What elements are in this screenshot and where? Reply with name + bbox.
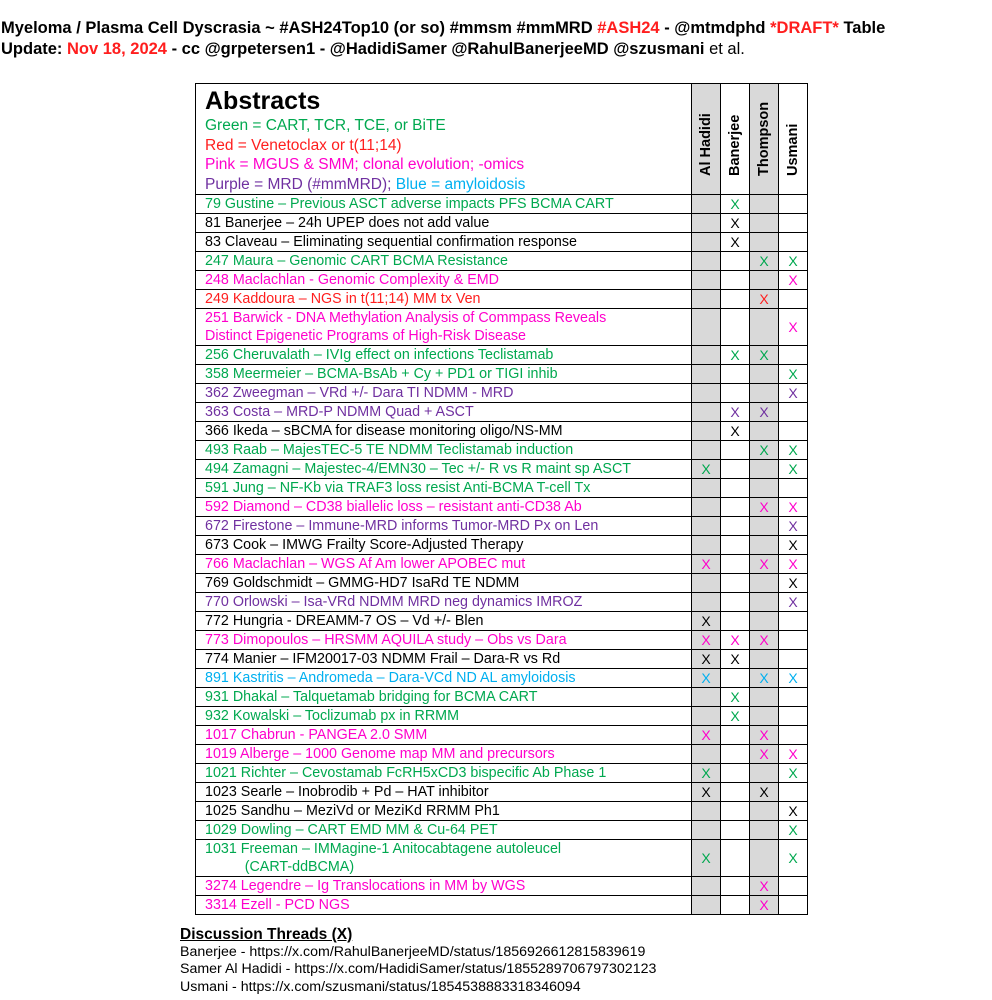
mark-cell — [750, 688, 779, 707]
mark-cell: X — [779, 840, 808, 877]
abstract-cell — [196, 821, 692, 840]
abstract-text: 1017 Chabrun - PANGEA 2.0 SMM — [205, 727, 428, 743]
mark-cell: X — [750, 669, 779, 688]
abstract-cell — [196, 574, 692, 593]
abstract-text: 673 Cook – IMWG Frailty Score-Adjusted Therapy — [205, 537, 524, 553]
abstract-text-continued: Distinct Epigenetic Programs of High-Risk Disease — [205, 328, 527, 344]
table-row — [196, 536, 808, 555]
abstract-cell — [196, 688, 692, 707]
mark-cell: X — [750, 896, 779, 915]
table-row — [196, 896, 808, 915]
mark-cell — [721, 612, 750, 631]
mark-cell — [779, 688, 808, 707]
abstract-cell — [196, 802, 692, 821]
table-row — [196, 802, 808, 821]
mark-cell — [692, 384, 721, 403]
mark-cell — [779, 195, 808, 214]
mark-cell — [750, 707, 779, 726]
mark-cell — [692, 422, 721, 441]
abstract-cell — [196, 365, 692, 384]
abstract-text: 770 Orlowski – Isa-VRd NDMM MRD neg dynamics IMROZ — [205, 594, 583, 610]
mark-cell — [750, 233, 779, 252]
mark-cell — [779, 233, 808, 252]
mark-cell: X — [779, 574, 808, 593]
table-row — [196, 669, 808, 688]
mark-cell: X — [721, 707, 750, 726]
mark-cell: X — [692, 460, 721, 479]
mark-cell — [721, 574, 750, 593]
abstract-text: 83 Claveau – Eliminating sequential confirmation response — [205, 234, 577, 250]
abstract-cell — [196, 233, 692, 252]
mark-cell: X — [721, 650, 750, 669]
mark-cell: X — [750, 290, 779, 309]
mark-cell: X — [721, 195, 750, 214]
mark-cell — [692, 252, 721, 271]
abstract-text: 591 Jung – NF-Kb via TRAF3 loss resist Anti-BCMA T-cell Tx — [205, 480, 591, 496]
abstract-cell — [196, 309, 692, 346]
abstract-text: 1025 Sandhu – MeziVd or MeziKd RRMM Ph1 — [205, 803, 500, 819]
thread-link[interactable]: https://x.com/HadidiSamer/status/1855289706797302123 — [294, 961, 657, 977]
header-text-2: - @mtmdphd — [659, 19, 771, 37]
thread-author: Banerjee — [180, 943, 237, 960]
mark-cell — [750, 195, 779, 214]
abstract-text: 891 Kastritis – Andromeda – Dara-VCd ND AL amyloidosis — [205, 670, 576, 686]
table-row — [196, 384, 808, 403]
abstract-text: 247 Maura – Genomic CART BCMA Resistance — [205, 253, 509, 269]
table-row — [196, 783, 808, 802]
abstract-cell — [196, 896, 692, 915]
column-label: Thompson — [756, 101, 772, 176]
mark-cell — [721, 252, 750, 271]
mark-cell: X — [779, 764, 808, 783]
mark-cell — [750, 821, 779, 840]
mark-cell — [692, 271, 721, 290]
table-row — [196, 460, 808, 479]
mark-cell: X — [692, 669, 721, 688]
mark-cell — [779, 290, 808, 309]
table-row — [196, 214, 808, 233]
abstract-text: 3274 Legendre – Ig Translocations in MM by WGS — [205, 878, 526, 894]
mark-cell: X — [721, 403, 750, 422]
mark-cell — [779, 346, 808, 365]
mark-cell — [692, 821, 721, 840]
abstract-text-continued: (CART-ddBCMA) — [205, 859, 355, 875]
table-row — [196, 707, 808, 726]
abstract-text: 1023 Searle – Inobrodib + Pd – HAT inhibitor — [205, 784, 489, 800]
mark-cell: X — [721, 422, 750, 441]
et-al: et al. — [704, 40, 745, 58]
abstract-text: 772 Hungria - DREAMM-7 OS – Vd +/- Blen — [205, 613, 484, 629]
abstract-text: 249 Kaddoura – NGS in t(11;14) MM tx Ven — [205, 291, 481, 307]
mark-cell — [750, 650, 779, 669]
mark-cell: X — [721, 346, 750, 365]
abstract-cell — [196, 498, 692, 517]
mark-cell: X — [692, 783, 721, 802]
abstract-text: 363 Costa – MRD-P NDMM Quad + ASCT — [205, 404, 474, 420]
mark-cell: X — [750, 726, 779, 745]
abstract-cell — [196, 517, 692, 536]
mark-cell — [779, 422, 808, 441]
mark-cell — [692, 896, 721, 915]
mark-cell: X — [779, 460, 808, 479]
mark-cell: X — [721, 631, 750, 650]
mark-cell: X — [692, 555, 721, 574]
abstracts-title-cell — [196, 84, 692, 195]
mark-cell: X — [750, 403, 779, 422]
mark-cell: X — [779, 593, 808, 612]
abstract-text: 931 Dhakal – Talquetamab bridging for BCMA CART — [205, 689, 538, 705]
mark-cell — [779, 877, 808, 896]
abstract-cell — [196, 555, 692, 574]
abstract-text: 81 Banerjee – 24h UPEP does not add value — [205, 215, 490, 231]
mark-cell — [779, 650, 808, 669]
mark-cell: X — [779, 517, 808, 536]
mark-cell — [721, 290, 750, 309]
abstract-text: 592 Diamond – CD38 biallelic loss – resistant anti-CD38 Ab — [205, 499, 582, 515]
abstract-cell — [196, 631, 692, 650]
legend-red: Red = Venetoclax or t(11;14) — [205, 136, 402, 154]
mark-cell — [750, 840, 779, 877]
mark-cell: X — [779, 309, 808, 346]
abstract-text: 248 Maclachlan - Genomic Complexity & EMD — [205, 272, 499, 288]
legend-green: Green = CART, TCR, TCE, or BiTE — [205, 117, 446, 134]
mark-cell: X — [750, 631, 779, 650]
abstracts-table — [195, 83, 808, 915]
table-row — [196, 365, 808, 384]
mark-cell — [692, 365, 721, 384]
table-row — [196, 252, 808, 271]
column-label: Al Hadidi — [698, 113, 714, 176]
mark-cell — [721, 536, 750, 555]
mark-cell — [750, 422, 779, 441]
mark-cell — [692, 309, 721, 346]
mark-cell: X — [779, 365, 808, 384]
table-row — [196, 271, 808, 290]
mark-cell — [692, 441, 721, 460]
mark-cell: X — [750, 346, 779, 365]
abstract-text: 494 Zamagni – Majestec-4/EMN30 – Tec +/- R vs R maint sp ASCT — [205, 461, 632, 477]
mark-cell: X — [779, 441, 808, 460]
mark-cell — [721, 365, 750, 384]
table-row — [196, 840, 808, 877]
abstract-cell — [196, 536, 692, 555]
abstract-cell — [196, 346, 692, 365]
table-row — [196, 877, 808, 896]
mark-cell — [750, 574, 779, 593]
mark-cell — [692, 707, 721, 726]
mark-cell: X — [779, 252, 808, 271]
abstract-text: 766 Maclachlan – WGS Af Am lower APOBEC mut — [205, 556, 526, 572]
mark-cell — [721, 896, 750, 915]
abstract-cell — [196, 384, 692, 403]
table-row — [196, 631, 808, 650]
table-row — [196, 309, 808, 346]
abstract-text: 79 Gustine – Previous ASCT adverse impacts PFS BCMA CART — [205, 196, 614, 212]
mark-cell — [721, 745, 750, 764]
thread-item: Usmani - https://x.com/szusmani/status/1854538883318346094 — [180, 978, 581, 995]
mark-cell — [692, 877, 721, 896]
mark-cell — [750, 593, 779, 612]
discussion-heading: Discussion Threads (X) — [180, 926, 353, 943]
abstract-cell — [196, 479, 692, 498]
mark-cell — [721, 498, 750, 517]
mark-cell — [721, 384, 750, 403]
abstract-text: 493 Raab – MajesTEC-5 TE NDMM Teclistamab induction — [205, 442, 574, 458]
mark-cell — [750, 479, 779, 498]
mark-cell — [721, 460, 750, 479]
mark-cell — [779, 214, 808, 233]
mark-cell — [721, 309, 750, 346]
mark-cell — [692, 574, 721, 593]
mark-cell: X — [779, 802, 808, 821]
mark-cell: X — [779, 271, 808, 290]
mark-cell — [692, 498, 721, 517]
mark-cell — [692, 195, 721, 214]
table-row — [196, 498, 808, 517]
abstract-text: 3314 Ezell - PCD NGS — [205, 897, 350, 913]
mark-cell — [721, 479, 750, 498]
mark-cell: X — [692, 631, 721, 650]
abstract-cell — [196, 195, 692, 214]
abstract-cell — [196, 707, 692, 726]
mark-cell — [750, 802, 779, 821]
mark-cell — [692, 233, 721, 252]
table-row — [196, 517, 808, 536]
table-row — [196, 346, 808, 365]
abstract-cell — [196, 271, 692, 290]
abstracts-table-body — [196, 84, 808, 915]
abstract-cell — [196, 726, 692, 745]
abstract-text: 1019 Alberge – 1000 Genome map MM and precursors — [205, 746, 555, 762]
abstract-text: 1021 Richter – Cevostamab FcRH5xCD3 bispecific Ab Phase 1 — [205, 765, 607, 781]
mark-cell — [692, 536, 721, 555]
mark-cell — [750, 309, 779, 346]
table-row — [196, 688, 808, 707]
mark-cell: X — [721, 214, 750, 233]
mark-cell — [692, 745, 721, 764]
abstract-cell — [196, 840, 692, 877]
table-title: Abstracts — [205, 87, 321, 115]
abstract-cell — [196, 422, 692, 441]
abstract-text: 366 Ikeda – sBCMA for disease monitoring oligo/NS-MM — [205, 423, 563, 439]
table-row — [196, 612, 808, 631]
mark-cell — [779, 707, 808, 726]
table-row — [196, 555, 808, 574]
mark-cell — [692, 593, 721, 612]
thread-item: Banerjee - https://x.com/RahulBanerjeeMD/status/1856926612815839619 — [180, 943, 646, 960]
mark-cell: X — [692, 650, 721, 669]
abstract-cell — [196, 745, 692, 764]
column-header-thompson — [750, 84, 779, 195]
table-row — [196, 441, 808, 460]
mark-cell — [750, 612, 779, 631]
mark-cell — [692, 214, 721, 233]
abstract-text: 1031 Freeman – IMMagine-1 Anitocabtagene autoleucel — [205, 841, 562, 857]
abstract-cell — [196, 460, 692, 479]
mark-cell: X — [779, 669, 808, 688]
table-row — [196, 195, 808, 214]
discussion-threads — [180, 926, 656, 996]
legend-blue: Blue = amyloidosis — [395, 175, 526, 193]
table-row — [196, 593, 808, 612]
legend-purple: Purple = MRD (#mmMRD); — [205, 175, 396, 193]
mark-cell — [721, 764, 750, 783]
mark-cell: X — [750, 252, 779, 271]
mark-cell — [692, 346, 721, 365]
mark-cell: X — [779, 536, 808, 555]
mark-cell: X — [721, 233, 750, 252]
table-row — [196, 726, 808, 745]
mark-cell — [750, 384, 779, 403]
header-line-2 — [1, 39, 991, 60]
mark-cell — [692, 517, 721, 536]
mark-cell — [779, 403, 808, 422]
column-label: Banerjee — [727, 114, 743, 176]
abstract-text: 1029 Dowling – CART EMD MM & Cu-64 PET — [205, 822, 498, 838]
mark-cell — [750, 365, 779, 384]
table-row — [196, 479, 808, 498]
mark-cell — [779, 896, 808, 915]
abstract-text: 932 Kowalski – Toclizumab px in RRMM — [205, 708, 459, 724]
abstract-text: 774 Manier – IFM20017-03 NDMM Frail – Dara-R vs Rd — [205, 651, 561, 667]
mark-cell — [692, 802, 721, 821]
column-header-banerjee — [721, 84, 750, 195]
column-header-usmani — [779, 84, 808, 195]
abstract-cell — [196, 764, 692, 783]
abstract-text: 769 Goldschmidt – GMMG-HD7 IsaRd TE NDMM — [205, 575, 520, 591]
abstract-cell — [196, 252, 692, 271]
thread-item: Samer Al Hadidi - https://x.com/HadidiSamer/status/1855289706797302123 — [180, 961, 657, 977]
abstract-cell — [196, 441, 692, 460]
abstract-cell — [196, 669, 692, 688]
mark-cell — [721, 802, 750, 821]
abstract-cell — [196, 612, 692, 631]
mark-cell: X — [779, 821, 808, 840]
mark-cell: X — [779, 498, 808, 517]
abstract-cell — [196, 214, 692, 233]
header-text-3: Table — [838, 19, 886, 37]
mark-cell — [692, 688, 721, 707]
update-label: Update: — [1, 40, 67, 58]
thread-link[interactable]: https://x.com/szusmani/status/1854538883318346094 — [240, 978, 581, 995]
mark-cell: X — [692, 612, 721, 631]
legend-purple-blue — [205, 175, 691, 195]
mark-cell: X — [779, 384, 808, 403]
thread-link[interactable]: https://x.com/RahulBanerjeeMD/status/1856926612815839619 — [249, 943, 646, 960]
mark-cell — [692, 479, 721, 498]
mark-cell — [692, 290, 721, 309]
mark-cell: X — [692, 840, 721, 877]
abstract-text: 362 Zweegman – VRd +/- Dara TI NDMM - MRD — [205, 385, 514, 401]
mark-cell — [721, 517, 750, 536]
mark-cell — [779, 612, 808, 631]
mark-cell: X — [779, 555, 808, 574]
mark-cell: X — [750, 745, 779, 764]
mark-cell — [721, 555, 750, 574]
mark-cell — [750, 271, 779, 290]
table-row — [196, 574, 808, 593]
mark-cell — [750, 517, 779, 536]
mark-cell — [779, 479, 808, 498]
mark-cell — [721, 726, 750, 745]
mark-cell — [750, 536, 779, 555]
update-date: Nov 18, 2024 — [67, 40, 167, 58]
table-row — [196, 745, 808, 764]
table-row — [196, 422, 808, 441]
mark-cell — [779, 726, 808, 745]
mark-cell: X — [721, 688, 750, 707]
legend-pink: Pink = MGUS & SMM; clonal evolution; -omics — [205, 156, 525, 173]
mark-cell — [750, 764, 779, 783]
mark-cell — [721, 593, 750, 612]
abstract-cell — [196, 593, 692, 612]
mark-cell — [721, 271, 750, 290]
mark-cell — [721, 877, 750, 896]
table-row — [196, 403, 808, 422]
mark-cell — [721, 840, 750, 877]
mark-cell: X — [750, 783, 779, 802]
mark-cell — [779, 631, 808, 650]
abstract-text: 672 Firestone – Immune-MRD informs Tumor-MRD Px on Len — [205, 518, 599, 534]
header-text: Myeloma / Plasma Cell Dyscrasia ~ #ASH24Top10 (or so) #mmsm #mmMRD — [1, 19, 598, 37]
mark-cell: X — [750, 877, 779, 896]
mark-cell: X — [779, 745, 808, 764]
abstract-text: 251 Barwick - DNA Methylation Analysis of Commpass Reveals — [205, 310, 607, 326]
table-row — [196, 764, 808, 783]
table-row — [196, 233, 808, 252]
mark-cell: X — [750, 498, 779, 517]
abstract-text: 358 Meermeier – BCMA-BsAb + Cy + PD1 or TIGI inhib — [205, 366, 558, 382]
mark-cell — [721, 669, 750, 688]
table-row — [196, 821, 808, 840]
abstract-cell — [196, 783, 692, 802]
mark-cell — [750, 214, 779, 233]
table-row — [196, 650, 808, 669]
abstract-cell — [196, 877, 692, 896]
header-line-1 — [1, 18, 991, 39]
mark-cell — [721, 821, 750, 840]
page-header — [1, 18, 991, 60]
mark-cell — [721, 441, 750, 460]
header-hashtag: #ASH24 — [597, 19, 660, 37]
mark-cell: X — [750, 555, 779, 574]
column-label: Usmani — [785, 123, 801, 176]
mark-cell: X — [692, 764, 721, 783]
cc-list: - cc @grpetersen1 - @HadidiSamer @RahulBanerjeeMD @szusmani — [166, 40, 705, 58]
thread-author: Samer Al Hadidi — [180, 961, 282, 977]
draft-label: *DRAFT* — [770, 19, 839, 37]
column-header-al-hadidi — [692, 84, 721, 195]
mark-cell: X — [692, 726, 721, 745]
abstract-text: 256 Cheruvalath – IVIg effect on infections Teclistamab — [205, 347, 554, 363]
mark-cell — [721, 783, 750, 802]
table-row — [196, 290, 808, 309]
mark-cell — [692, 403, 721, 422]
abstract-cell — [196, 650, 692, 669]
mark-cell: X — [750, 441, 779, 460]
thread-author: Usmani — [180, 978, 229, 995]
mark-cell — [779, 783, 808, 802]
thread-list — [180, 944, 656, 997]
abstract-text: 773 Dimopoulos – HRSMM AQUILA study – Obs vs Dara — [205, 632, 567, 648]
mark-cell — [750, 460, 779, 479]
table-header-row — [196, 84, 808, 195]
abstract-cell — [196, 403, 692, 422]
abstract-cell — [196, 290, 692, 309]
